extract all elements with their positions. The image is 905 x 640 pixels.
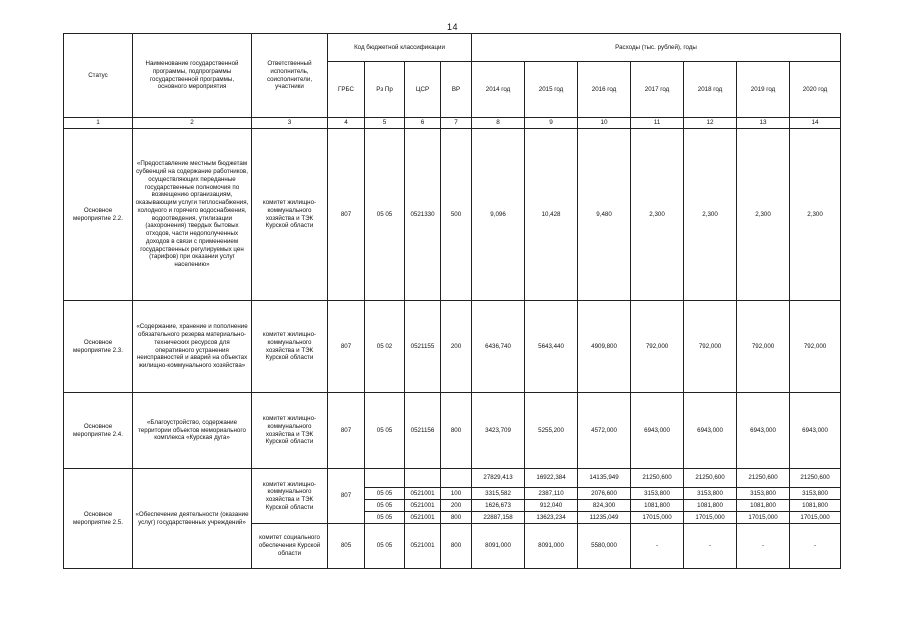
row-csr: 0521001 <box>405 488 441 500</box>
row-executor: комитет жилищно-коммунального хозяйства и ТЭК Курской области <box>252 469 328 524</box>
row-total-value: 21250,600 <box>737 469 790 488</box>
row-rzpr: 05 05 <box>365 488 405 500</box>
row-status: Основное мероприятие 2.2. <box>64 129 133 301</box>
row-value: 3153,800 <box>631 488 684 500</box>
row-vr: 800 <box>441 524 472 569</box>
row-value: 2,300 <box>684 129 737 301</box>
row-value: 4572,000 <box>578 393 631 469</box>
row-value: 1081,800 <box>790 500 841 512</box>
row-status: Основное мероприятие 2.4. <box>64 393 133 469</box>
row-csr: 0521001 <box>405 512 441 524</box>
row-value: 6943,000 <box>631 393 684 469</box>
row-value: 6436,740 <box>472 301 525 393</box>
header-rzpr: Рз Пр <box>365 62 405 118</box>
row-total-value: 21250,600 <box>790 469 841 488</box>
row-value: 17015,000 <box>631 512 684 524</box>
column-number: 6 <box>405 118 441 129</box>
row-grbs: 807 <box>328 301 365 393</box>
row-csr <box>405 469 441 488</box>
row-vr <box>441 469 472 488</box>
row-value: 2,300 <box>631 129 684 301</box>
row-rzpr: 05 02 <box>365 301 405 393</box>
row-executor: комитет социального обеспечения Курской области <box>252 524 328 569</box>
row-value: 3153,800 <box>790 488 841 500</box>
row-grbs: 807 <box>328 469 365 524</box>
row-value: 1081,800 <box>684 500 737 512</box>
row-executor: комитет жилищно-коммунального хозяйства и ТЭК Курской области <box>252 301 328 393</box>
row-value: - <box>684 524 737 569</box>
header-year: 2017 год <box>631 62 684 118</box>
row-value: 792,000 <box>790 301 841 393</box>
header-expenses: Расходы (тыс. рублей), годы <box>472 34 841 62</box>
row-grbs: 807 <box>328 129 365 301</box>
row-value: 5643,440 <box>525 301 578 393</box>
row-name: «Обеспечение деятельности (оказание услуг) государственных учреждений» <box>133 469 252 569</box>
row-value: 17015,000 <box>737 512 790 524</box>
row-csr: 0521330 <box>405 129 441 301</box>
header-vr: ВР <box>441 62 472 118</box>
header-bcc: Код бюджетной классификации <box>328 34 472 62</box>
row-executor: комитет жилищно-коммунального хозяйства и ТЭК Курской области <box>252 129 328 301</box>
row-name: «Благоустройство, содержание территории объектов мемориального комплекса «Курская дуга» <box>133 393 252 469</box>
column-number: 5 <box>365 118 405 129</box>
row-vr: 100 <box>441 488 472 500</box>
header-year: 2018 год <box>684 62 737 118</box>
row-vr: 800 <box>441 512 472 524</box>
row-grbs: 807 <box>328 393 365 469</box>
row-value: 6943,000 <box>790 393 841 469</box>
row-rzpr <box>365 469 405 488</box>
row-value: 4909,800 <box>578 301 631 393</box>
header-program-name: Наименование государственной программы, подпрограммы государственной программы, основного мероприятия <box>133 34 252 118</box>
row-value: 8091,000 <box>472 524 525 569</box>
row-value: 2,300 <box>737 129 790 301</box>
column-number: 11 <box>631 118 684 129</box>
row-csr: 0521155 <box>405 301 441 393</box>
header-csr: ЦСР <box>405 62 441 118</box>
row-value: 3315,582 <box>472 488 525 500</box>
row-value: 2387,110 <box>525 488 578 500</box>
row-vr: 500 <box>441 129 472 301</box>
row-executor: комитет жилищно-коммунального хозяйства и ТЭК Курской области <box>252 393 328 469</box>
row-value: 10,428 <box>525 129 578 301</box>
row-value: - <box>631 524 684 569</box>
row-value: 22887,158 <box>472 512 525 524</box>
header-year: 2019 год <box>737 62 790 118</box>
row-value: 3423,709 <box>472 393 525 469</box>
row-csr: 0521156 <box>405 393 441 469</box>
header-status: Статус <box>64 34 133 118</box>
row-value: 6943,000 <box>684 393 737 469</box>
row-value: 1626,673 <box>472 500 525 512</box>
row-grbs: 805 <box>328 524 365 569</box>
row-value: 1081,800 <box>631 500 684 512</box>
row-value: 5255,200 <box>525 393 578 469</box>
row-rzpr: 05 05 <box>365 524 405 569</box>
column-number: 9 <box>525 118 578 129</box>
column-number: 8 <box>472 118 525 129</box>
row-value: - <box>737 524 790 569</box>
row-value: 6943,000 <box>737 393 790 469</box>
header-year: 2015 год <box>525 62 578 118</box>
table-row <box>64 301 841 393</box>
column-number: 3 <box>252 118 328 129</box>
page-number: 14 <box>446 22 458 32</box>
column-number: 12 <box>684 118 737 129</box>
row-value: 912,040 <box>525 500 578 512</box>
row-total-value: 14135,949 <box>578 469 631 488</box>
table-row <box>64 469 841 488</box>
column-number: 4 <box>328 118 365 129</box>
row-name: «Содержание, хранение и пополнение обязательного резерва материально-технических ресурсов для оперативного устранения неисправностей и аварий на объектах жилищно-коммунального хозяйства» <box>133 301 252 393</box>
header-grbs: ГРБС <box>328 62 365 118</box>
column-number: 10 <box>578 118 631 129</box>
row-value: 3153,800 <box>684 488 737 500</box>
column-number: 13 <box>737 118 790 129</box>
row-value: 13623,234 <box>525 512 578 524</box>
row-value: 792,000 <box>684 301 737 393</box>
row-value: 9,480 <box>578 129 631 301</box>
column-number: 1 <box>64 118 133 129</box>
row-vr: 200 <box>441 301 472 393</box>
row-name: «Предоставление местным бюджетам субвенций на содержание работников, осуществляющих переданные государственные полномочия по возмещению организациям, оказывающим услуги теплоснабжения, холодного и горячего водоснабжения, водоотведения, утилизации (захоронения) твердых бытовых отходов, части недополученных доходов в связи с применением государственных регулируемых цен (тарифов) при оказании услуг населению» <box>133 129 252 301</box>
row-rzpr: 05 05 <box>365 393 405 469</box>
column-number: 7 <box>441 118 472 129</box>
row-value: 5580,000 <box>578 524 631 569</box>
row-total-value: 21250,600 <box>684 469 737 488</box>
row-vr: 800 <box>441 393 472 469</box>
column-number: 14 <box>790 118 841 129</box>
header-year: 2020 год <box>790 62 841 118</box>
column-number: 2 <box>133 118 252 129</box>
row-value: 17015,000 <box>684 512 737 524</box>
row-value: 3153,800 <box>737 488 790 500</box>
row-value: 9,096 <box>472 129 525 301</box>
row-vr: 200 <box>441 500 472 512</box>
row-status: Основное мероприятие 2.5. <box>64 469 133 569</box>
budget-table <box>63 33 841 569</box>
row-rzpr: 05 05 <box>365 500 405 512</box>
row-value: 2076,600 <box>578 488 631 500</box>
row-value: 2,300 <box>790 129 841 301</box>
row-csr: 0521001 <box>405 500 441 512</box>
header-executor: Ответственный исполнитель, соисполнители, участники <box>252 34 328 118</box>
header-year: 2014 год <box>472 62 525 118</box>
row-value: - <box>790 524 841 569</box>
row-value: 11235,049 <box>578 512 631 524</box>
row-value: 792,000 <box>631 301 684 393</box>
row-rzpr: 05 05 <box>365 129 405 301</box>
row-value: 1081,800 <box>737 500 790 512</box>
row-rzpr: 05 05 <box>365 512 405 524</box>
row-total-value: 21250,600 <box>631 469 684 488</box>
row-value: 824,300 <box>578 500 631 512</box>
header-year: 2016 год <box>578 62 631 118</box>
row-value: 8091,000 <box>525 524 578 569</box>
row-value: 17015,000 <box>790 512 841 524</box>
table-row <box>64 393 841 469</box>
row-status: Основное мероприятие 2.3. <box>64 301 133 393</box>
row-total-value: 27829,413 <box>472 469 525 488</box>
row-value: 792,000 <box>737 301 790 393</box>
row-total-value: 16922,384 <box>525 469 578 488</box>
row-csr: 0521001 <box>405 524 441 569</box>
table-row <box>64 129 841 301</box>
